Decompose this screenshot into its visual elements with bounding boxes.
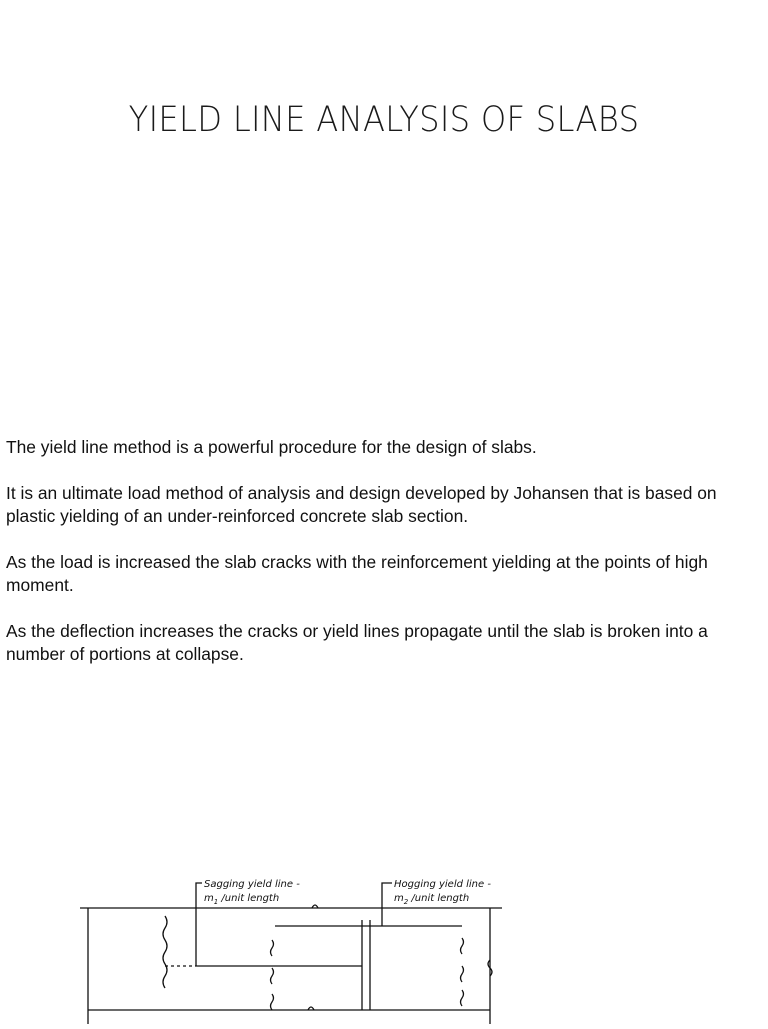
hogging-leader [382, 883, 392, 926]
hogging-label-line1: Hogging yield line - [394, 879, 491, 890]
sagging-leader [196, 883, 202, 966]
break-line-left [163, 916, 167, 988]
break-line-middle [271, 940, 274, 1010]
hogging-label-line2: $m_2$ /unit length [394, 893, 470, 906]
paragraph-4: As the deflection increases the cracks or yield lines propagate until the slab is broken into a number of portions at collapse. [6, 621, 708, 664]
paragraph-1: The yield line method is a powerful procedure for the design of slabs. [6, 437, 537, 457]
paragraph-3: As the load is increased the slab cracks with the reinforcement yielding at the points of high moment. [6, 552, 708, 595]
sagging-label-line2: $m_1$ /unit length [204, 893, 280, 906]
paragraph-2: It is an ultimate load method of analysis and design developed by Johansen that is based on plastic yielding of an under-reinforced concrete slab section. [6, 483, 717, 526]
yield-line-figure [0, 868, 768, 1024]
break-line-right [461, 938, 464, 1006]
slab-diagram [0, 868, 768, 1024]
body-text [6, 436, 756, 689]
sagging-label-line1: Sagging yield line - [204, 879, 300, 890]
page-title: YIELD LINE ANALYSIS OF SLABS [128, 100, 640, 140]
